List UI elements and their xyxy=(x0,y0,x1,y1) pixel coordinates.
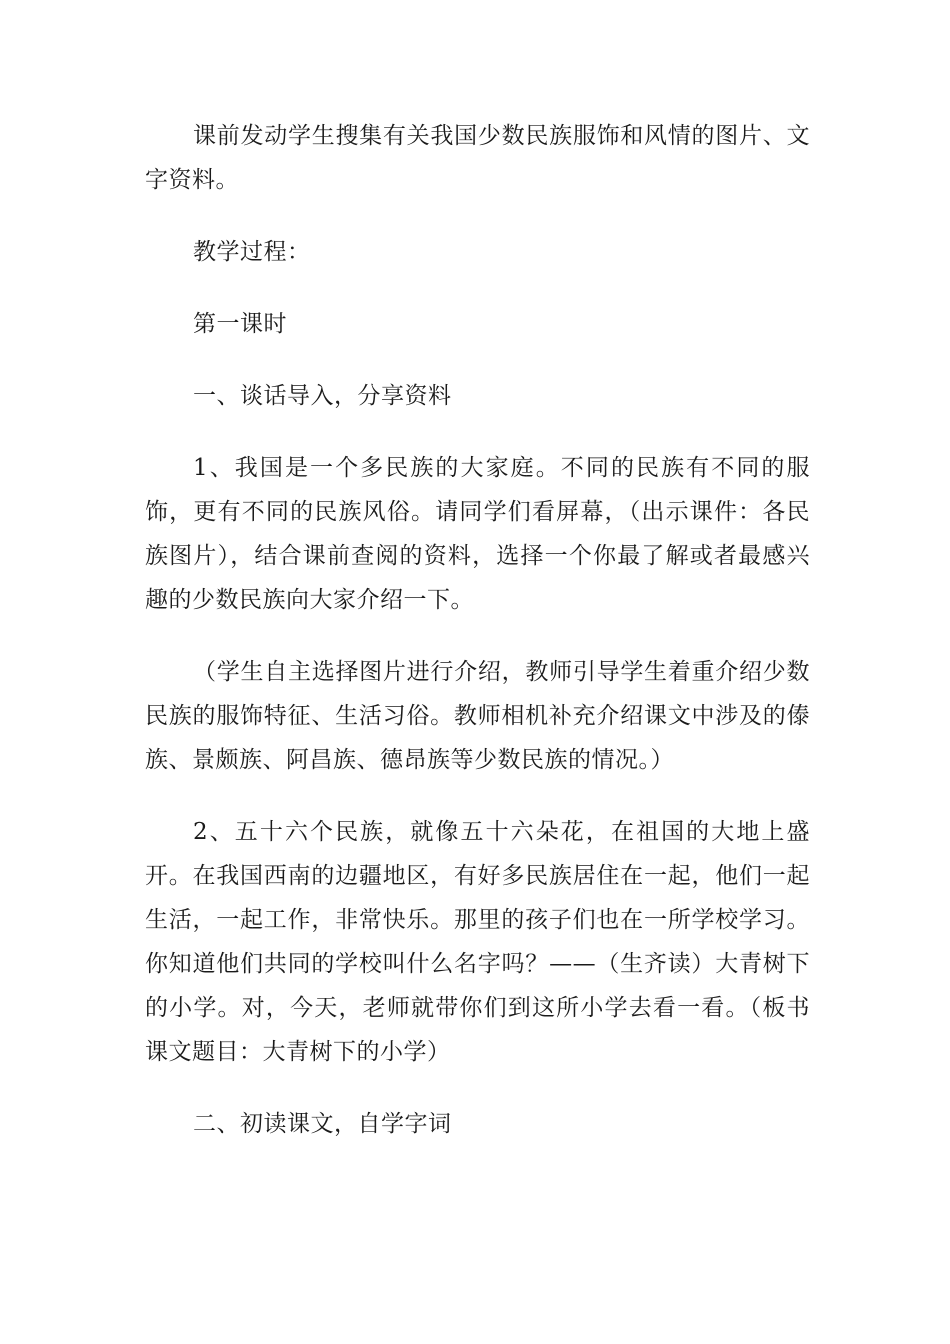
paragraph-first-lesson-heading: 第一课时 xyxy=(193,311,287,337)
document-body xyxy=(145,114,810,1146)
paragraph-section-one-heading: 一、谈话导入，分享资料 xyxy=(193,383,452,409)
paragraph-teaching-process-heading: 教学过程： xyxy=(193,239,311,265)
paragraph-preparation: 课前发动学生搜集有关我国少数民族服饰和风情的图片、文字资料。 xyxy=(145,123,810,193)
paragraph-item-one: 1、我国是一个多民族的大家庭。不同的民族有不同的服饰，更有不同的民族风俗。请同学们看屏幕，（出示课件：各民族图片），结合课前查阅的资料，选择一个你最了解或者最感兴趣的少数民族向大家介绍一下。 xyxy=(145,455,810,613)
paragraph-student-activity-note: （学生自主选择图片进行介绍，教师引导学生着重介绍少数民族的服饰特征、生活习俗。教师相机补充介绍课文中涉及的傣族、景颇族、阿昌族、德昂族等少数民族的情况。） xyxy=(145,659,810,773)
paragraph-item-two: 2、五十六个民族，就像五十六朵花，在祖国的大地上盛开。在我国西南的边疆地区，有好多民族居住在一起，他们一起生活，一起工作，非常快乐。那里的孩子们也在一所学校学习。你知道他们共同的学校叫什么名字吗？——（生齐读）大青树下的小学。对，今天，老师就带你们到这所小学去看一看。（板书课文题目：大青树下的小学） xyxy=(145,819,810,1065)
paragraph-section-two-heading: 二、初读课文，自学字词 xyxy=(193,1111,452,1137)
